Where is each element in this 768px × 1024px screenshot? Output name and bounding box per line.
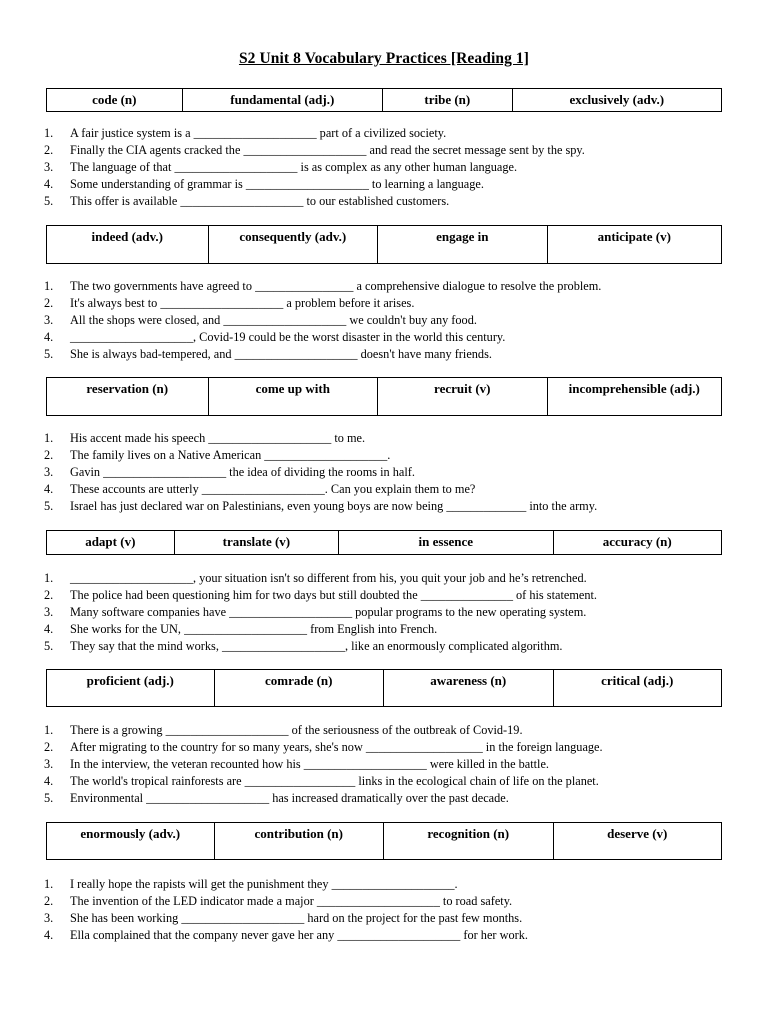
question-text: The world's tropical rainforests are __________________ links in the ecological chain of life on the planet. [70, 773, 599, 788]
word-cell: tribe (n) [383, 89, 513, 111]
word-cell: critical (adj.) [601, 673, 674, 688]
question-text: Finally the CIA agents cracked the ____________________ and read the secret message sent by the spy. [70, 142, 585, 157]
word-box-4 [46, 530, 722, 555]
question-text: She is always bad-tempered, and ____________________ doesn't have many friends. [70, 346, 492, 361]
word-box-3 [46, 377, 722, 416]
list-item: 2. The family lives on a Native American ____________________. [44, 447, 391, 462]
question-text: The police had been questioning him for two days but still doubted the _______________ of his statement. [70, 587, 597, 602]
word-box-6 [46, 822, 722, 860]
question-text: His accent made his speech ____________________ to me. [70, 431, 366, 445]
word-cell: consequently (adv.) [209, 226, 379, 263]
list-item: 5. They say that the mind works, ____________________, like an enormously complicated algorithm. [44, 638, 563, 653]
word-cell: adapt (v) [47, 531, 175, 554]
question-text: In the interview, the veteran recounted how his ____________________ were killed in the battle. [70, 756, 549, 771]
question-text: She works for the UN, ____________________ from English into French. [70, 621, 438, 636]
word-cell: come up with [209, 378, 379, 415]
question-text: ____________________, Covid-19 could be the worst disaster in the world this century. [70, 329, 506, 344]
word-box-2 [46, 225, 722, 264]
list-item: 1. There is a growing ____________________ of the seriousness of the outbreak of Covid-19. [44, 723, 523, 737]
list-item: 4. ____________________, Covid-19 could be the worst disaster in the world this century. [44, 329, 506, 344]
list-item: 3. All the shops were closed, and ____________________ we couldn't buy any food. [44, 312, 477, 327]
question-text: Environmental ____________________ has increased dramatically over the past decade. [70, 790, 509, 805]
list-item: 2. The police had been questioning him for two days but still doubted the _______________ of his statement. [44, 587, 597, 602]
list-item: 2. After migrating to the country for so many years, she's now ___________________ in the foreign language. [44, 739, 603, 754]
question-list-3 [0, 430, 597, 515]
word-cell: anticipate (v) [597, 229, 671, 244]
question-text: The family lives on a Native American ____________________. [70, 447, 391, 462]
list-item: 1. His accent made his speech ____________________ to me. [44, 431, 366, 445]
word-cell: fundamental (adj.) [183, 89, 383, 111]
list-item: 3. The language of that ____________________ is as complex as any other human language. [44, 159, 518, 174]
list-item: 2. Finally the CIA agents cracked the ____________________ and read the secret message sent by the spy. [44, 142, 585, 157]
list-item: 1. ____________________, your situation isn't so different from his, you quit your job and he’s retrenched. [44, 571, 587, 585]
question-list-5 [0, 722, 603, 807]
word-cell: contribution (n) [215, 823, 385, 859]
question-list-4 [0, 570, 597, 655]
list-item: 3. Gavin ____________________ the idea of dividing the rooms in half. [44, 464, 415, 479]
question-text: Many software companies have ____________________ popular programs to the new operating system. [70, 604, 587, 619]
list-item: 5. Environmental ____________________ has increased dramatically over the past decade. [44, 790, 509, 805]
list-item: 4. Ella complained that the company never gave her any ____________________ for her work. [44, 927, 528, 942]
question-text: The two governments have agreed to ________________ a comprehensive dialogue to resolve the problem. [70, 279, 602, 293]
list-item: 2. It's always best to ____________________ a problem before it arises. [44, 295, 415, 310]
question-text: The invention of the LED indicator made a major ____________________ to road safety. [70, 893, 513, 908]
list-item: 1. I really hope the rapists will get the punishment they ____________________. [44, 877, 458, 891]
word-cell: indeed (adv.) [47, 226, 209, 263]
question-list-6 [0, 876, 528, 944]
word-cell: code (n) [47, 89, 183, 111]
question-text: She has been working ____________________ hard on the project for the past few months. [70, 910, 523, 925]
question-text: All the shops were closed, and ____________________ we couldn't buy any food. [70, 312, 477, 327]
list-item: 4. Some understanding of grammar is ____________________ to learning a language. [44, 176, 484, 191]
word-cell: recruit (v) [378, 378, 548, 415]
word-cell: deserve (v) [607, 826, 668, 841]
list-item: 5. She is always bad-tempered, and ____________________ doesn't have many friends. [44, 346, 492, 361]
word-cell: in essence [339, 531, 553, 554]
question-text: ____________________, your situation isn't so different from his, you quit your job and he’s retrenched. [70, 571, 587, 585]
question-text: This offer is available ____________________ to our established customers. [70, 193, 450, 208]
word-cell: comrade (n) [215, 670, 385, 706]
list-item: 1. The two governments have agreed to ________________ a comprehensive dialogue to resolve the problem. [44, 279, 602, 293]
question-text: Israel has just declared war on Palestinians, even young boys are now being _____________ into the army. [70, 498, 598, 513]
word-cell: incomprehensible (adj.) [568, 381, 700, 396]
question-list-1 [0, 125, 585, 210]
list-item: 2. The invention of the LED indicator made a major ____________________ to road safety. [44, 893, 513, 908]
list-item: 3. Many software companies have ____________________ popular programs to the new operating system. [44, 604, 587, 619]
word-cell: recognition (n) [384, 823, 554, 859]
word-cell: awareness (n) [384, 670, 554, 706]
question-text: These accounts are utterly ____________________. Can you explain them to me? [70, 481, 476, 496]
question-list-2 [0, 278, 601, 363]
word-cell: proficient (adj.) [47, 670, 215, 706]
word-cell: translate (v) [175, 531, 340, 554]
question-text: Ella complained that the company never gave her any ____________________ for her work. [70, 927, 528, 942]
list-item: 3. In the interview, the veteran recounted how his ____________________ were killed in the battle. [44, 756, 549, 771]
word-box-5 [46, 669, 722, 707]
question-text: After migrating to the country for so many years, she's now ___________________ in the foreign language. [70, 739, 603, 754]
list-item: 4. These accounts are utterly ____________________. Can you explain them to me? [44, 481, 476, 496]
list-item: 3. She has been working ____________________ hard on the project for the past few months. [44, 910, 523, 925]
question-text: A fair justice system is a ____________________ part of a civilized society. [70, 126, 447, 140]
list-item: 4. She works for the UN, ____________________ from English into French. [44, 621, 438, 636]
word-cell: exclusively (adv.) [569, 92, 665, 107]
word-cell: engage in [378, 226, 548, 263]
word-cell: accuracy (n) [602, 534, 672, 549]
word-cell: enormously (adv.) [47, 823, 215, 859]
question-text: Some understanding of grammar is ____________________ to learning a language. [70, 176, 484, 191]
list-item: 1. A fair justice system is a ____________________ part of a civilized society. [44, 126, 447, 140]
list-item: 4. The world's tropical rainforests are __________________ links in the ecological chain of life on the planet. [44, 773, 599, 788]
question-text: There is a growing ____________________ of the seriousness of the outbreak of Covid-19. [70, 723, 523, 737]
question-text: They say that the mind works, ____________________, like an enormously complicated algorithm. [70, 638, 563, 653]
question-text: I really hope the rapists will get the punishment they ____________________. [70, 877, 458, 891]
word-box-1 [46, 88, 722, 112]
page-title: S2 Unit 8 Vocabulary Practices [Reading 1] [238, 50, 530, 67]
list-item: 5. This offer is available ____________________ to our established customers. [44, 193, 450, 208]
word-cell: reservation (n) [47, 378, 209, 415]
question-text: It's always best to ____________________ a problem before it arises. [70, 295, 415, 310]
question-text: Gavin ____________________ the idea of dividing the rooms in half. [70, 464, 415, 479]
question-text: The language of that ____________________ is as complex as any other human language. [70, 159, 518, 174]
list-item: 5. Israel has just declared war on Palestinians, even young boys are now being _____________ into the army. [44, 498, 598, 513]
